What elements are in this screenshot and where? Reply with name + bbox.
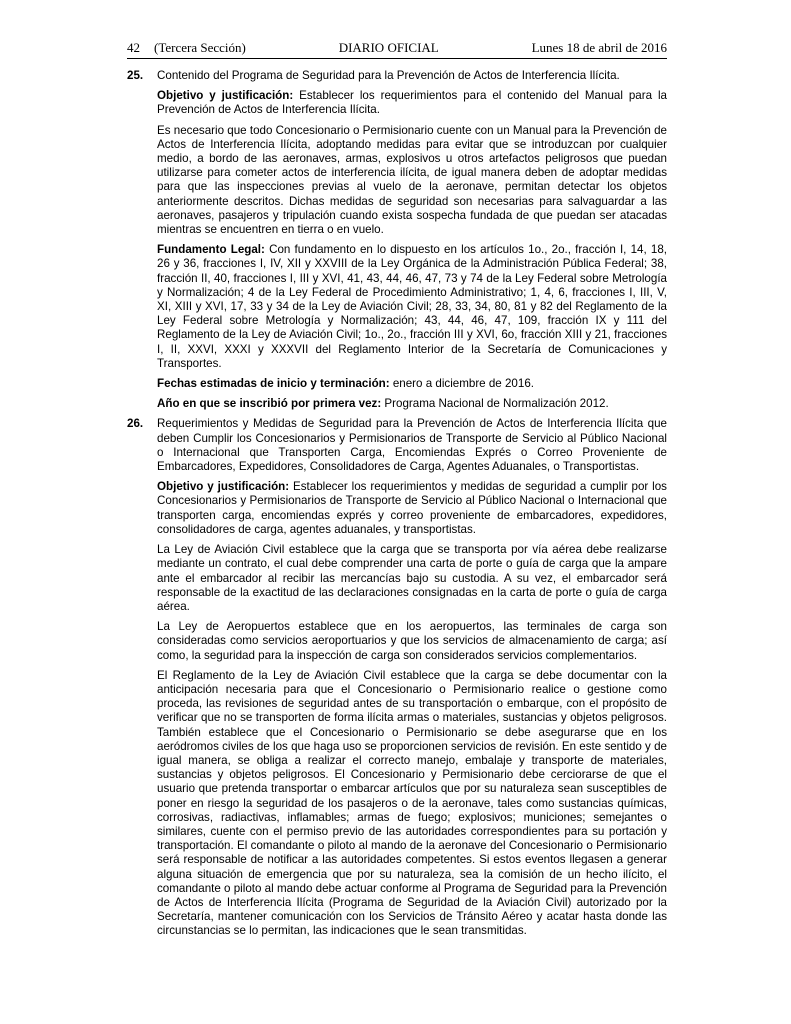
item-title: Contenido del Programa de Seguridad para la Prevención de Actos de Interferencia Ilícita.	[157, 69, 620, 82]
item-25	[127, 69, 667, 411]
objective-label: Objetivo y justificación:	[157, 89, 294, 103]
body-paragraph: Es necesario que todo Concesionario o Permisionario cuente con un Manual para la Prevención de Actos de Interferencia Ilícita, adoptando medidas para evitar que se introduzcan por cualquier medio, a bordo de las aeronaves, armas, explosivos u otros artefactos peligrosos que puedan utilizarse para cometer actos de interferencia ilícita, de igual manera deben de adoptar medidas para que las inspecciones previas al vuelo de la aeronave, permitan detectar los objetos anteriormente descritos. Dichas medidas de seguridad son necesarias para salvaguardar a las aeronaves, pasajeros y tripulación cuando exista sospecha fundada de que puedan ser atacadas mientras se encuentren en tierra o en vuelo.	[157, 123, 667, 237]
legal-paragraph	[157, 243, 667, 371]
document-page	[127, 40, 667, 939]
document-body	[127, 69, 667, 939]
objective-label: Objetivo y justificación:	[157, 480, 290, 494]
header-left	[127, 40, 246, 56]
legal-label: Fundamento Legal:	[157, 243, 265, 257]
first-registered-label: Año en que se inscribió por primera vez:	[157, 397, 382, 411]
item-26	[127, 417, 667, 938]
dates-label: Fechas estimadas de inicio y terminación:	[157, 377, 390, 391]
publication-date: Lunes 18 de abril de 2016	[531, 40, 667, 55]
objective-paragraph	[157, 89, 667, 117]
first-registered-paragraph	[157, 397, 667, 411]
body-paragraph: La Ley de Aeropuertos establece que en los aeropuertos, las terminales de carga son consideradas como servicios aeroportuarios y que los servicios de almacenamiento de carga; así como, la seguridad para la inspección de carga son considerados servicios complementarios.	[157, 620, 667, 662]
objective-text: Establecer los requerimientos para el contenido del Manual para la Prevención de Actos de Interferencia Ilícita.	[157, 89, 667, 117]
dates-paragraph	[157, 377, 667, 391]
section-label: (Tercera Sección)	[154, 40, 246, 55]
dates-text: enero a diciembre de 2016.	[389, 377, 534, 391]
body-paragraph: La Ley de Aviación Civil establece que la carga que se transporta por vía aérea debe realizarse mediante un contrato, el cual debe comprender una carta de porte o guía de carga que la ampare ante el embarcador al recibir las mercancías bajo su custodia. A su vez, el embarcador será responsable de la exactitud de las declaraciones consignadas en la carta de porte o guía de carga aérea.	[157, 543, 667, 613]
item-title: Requerimientos y Medidas de Seguridad para la Prevención de Actos de Interferencia Ilícita que deben Cumplir los Concesionarios y Permisionarios de Transporte de Servicio al Público Nacional o Internacional que Transporten Carga, Encomiendas Exprés o Correo Proveniente de Embarcadores, Expedidores, Consolidadores de Carga, Agentes Aduanales, o Transportistas.	[157, 417, 667, 474]
body-paragraph: El Reglamento de la Ley de Aviación Civil establece que la carga se debe documentar con la anticipación necesaria para que el Concesionario o Permisionario realice o gestione como proceda, las revisiones de seguridad antes de su transportación o embarque, con el propósito de verificar que no se transporten de forma ilícita armas o materiales, sustancias y objetos peligrosos. También establece que el Concesionario o Permisionario se debe asegurarse que en los aeródromos civiles de los que haga uso se proporcionen servicios de revisión. En este sentido y de igual manera, se obliga a realizar el correcto manejo, embalaje y transporte de materiales, sustancias y objetos peligrosos. El Concesionario y Permisionario debe cerciorarse de que el usuario que pretenda transportar o embarcar artículos que por su naturaleza sean susceptibles de poner en riesgo la seguridad de los pasajeros o de la aeronave, tales como sustancias químicas, corrosivas, radiactivas, inflamables; armas de fuego; explosivos; municiones; semejantes o similares, cuente con el permiso previo de las autoridades correspondientes para su portación y transportación. El comandante o piloto al mando de la aeronave del Concesionario o Permisionario será responsable de notificar a las autoridades competentes. Si estos eventos llegasen a generar alguna situación de emergencia que por su naturaleza, sea la comisión de un hecho ilícito, el comandante o piloto al mando debe actuar conforme al Programa de Seguridad para la Prevención de Actos de Interferencia Ilícita (Programa de Seguridad de la Aviación Civil) autorizado por la Secretaría, mantener comunicación con los Servicios de Tránsito Aéreo y acatar hasta donde las circunstancias se lo permitan, las indicaciones que le sean transmitidas.	[157, 668, 667, 938]
item-number: 25.	[127, 69, 144, 82]
page-number: 42	[127, 40, 140, 55]
item-number: 26.	[127, 417, 144, 431]
page-header	[127, 40, 667, 59]
publication-title: DIARIO OFICIAL	[338, 40, 439, 55]
objective-paragraph	[157, 480, 667, 537]
objective-text: Establecer los requerimientos y medidas de seguridad a cumplir por los Concesionarios y Permisionarios de Transporte de Servicio al Público Nacional o Internacional que transporten carga, encomiendas exprés y correo proveniente de embarcadores, expedidores, consolidadores de carga, agentes aduanales, y transportistas.	[157, 480, 667, 536]
first-registered-text: Programa Nacional de Normalización 2012.	[381, 397, 609, 411]
legal-text: Con fundamento en lo dispuesto en los artículos 1o., 2o., fracción I, 14, 18, 26 y 36, fracciones I, IV, XII y XXVIII de la Ley Orgánica de la Administración Pública Federal; 38, fracción II, 40, fracciones I, III y XVI, 41, 43, 44, 46, 47, 73 y 74 de la Ley Federal sobre Metrología y Normalización; 4 de la Ley Federal de Procedimiento Administrativo; 1, 4, 6, fracciones I, III, V, XI, XIII y XVI, 17, 33 y 34 de la Ley de Aviación Civil; 28, 33, 34, 80, 81 y 82 del Reglamento de la Ley Federal sobre Metrología y Normalización; 43, 44, 46, 47, 109, fracción IX y 111 del Reglamento de la Ley de Aviación Civil; 1o., 2o., fracción III y XVI, 6o, fracción XIII y 21, fracciones I, II, XXVI, XXXI y XXXVII del Reglamento Interior de la Secretaría de Comunicaciones y Transportes.	[157, 243, 667, 370]
